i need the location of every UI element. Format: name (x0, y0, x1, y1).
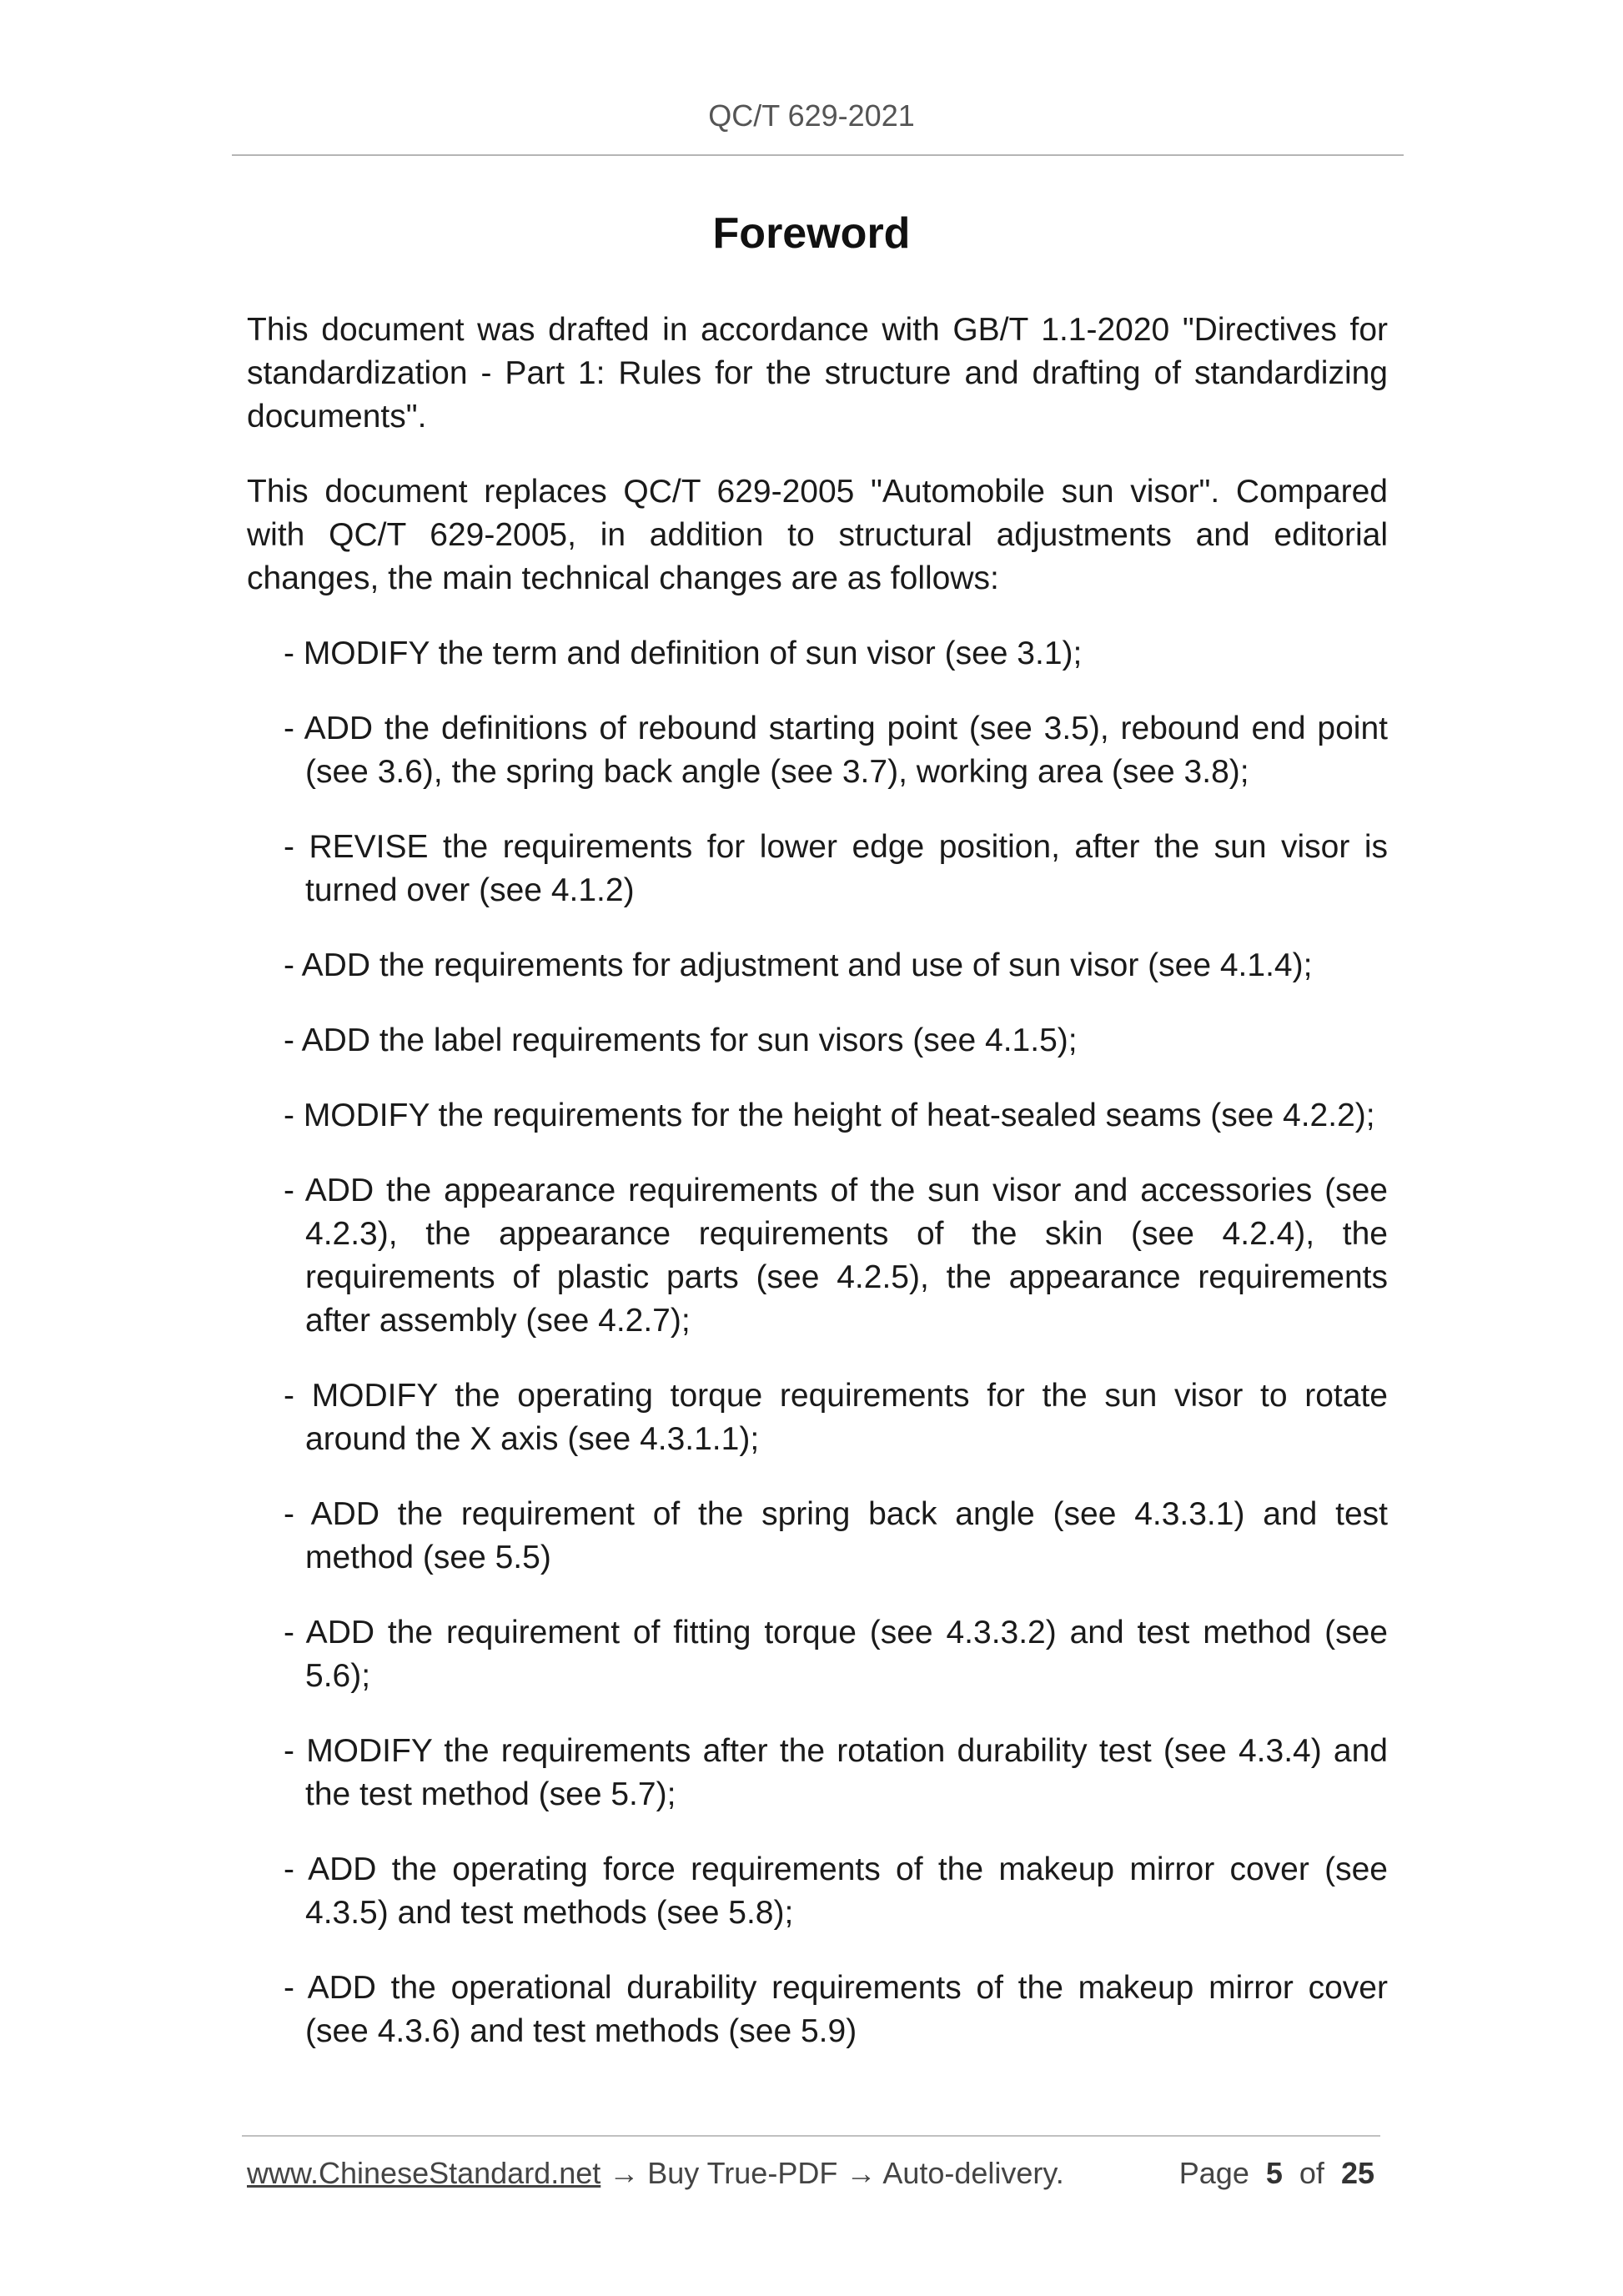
page-of-label: of (1299, 2156, 1324, 2190)
list-item: - ADD the requirement of fitting torque (see 4.3.3.2) and test method (see 5.6); (284, 1615, 1388, 1694)
technical-changes-list (247, 632, 1388, 2053)
foreword-body (247, 309, 1388, 2085)
list-item: - ADD the requirements for adjustment and use of sun visor (see 4.1.4); (284, 947, 1313, 983)
document-id-header: QC/T 629-2021 (708, 98, 915, 133)
list-item: - ADD the operating force requirements of the makeup mirror cover (see 4.3.5) and test methods (see 5.8); (284, 1851, 1388, 1931)
page-label: Page (1178, 2156, 1249, 2190)
website-link[interactable]: www.ChineseStandard.net (247, 2156, 601, 2190)
footer-promo (247, 2156, 1064, 2191)
total-pages: 25 (1340, 2156, 1374, 2190)
current-page: 5 (1265, 2156, 1283, 2190)
replacement-paragraph: This document replaces QC/T 629-2005 "Automobile sun visor". Compared with QC/T 629-2005, in addition to structural adjustments and editorial changes, the main technical changes are as follows: (247, 474, 1388, 596)
list-item: - ADD the label requirements for sun visors (see 4.1.5); (284, 1022, 1078, 1058)
header-divider (232, 154, 1404, 156)
list-item: - ADD the operational durability requirements of the makeup mirror cover (see 4.3.6) and test methods (see 5.9) (284, 1970, 1388, 2049)
list-item: - ADD the requirement of the spring back angle (see 4.3.3.1) and test method (see 5.5) (284, 1496, 1388, 1575)
footer-divider (242, 2135, 1380, 2137)
intro-paragraph: This document was drafted in accordance with GB/T 1.1-2020 "Directives for standardization - Part 1: Rules for the structure and drafting of standardizing documents". (247, 312, 1388, 435)
list-item: - ADD the definitions of rebound starting point (see 3.5), rebound end point (see 3.6), the spring back angle (see 3.7), working area (see 3.8); (284, 711, 1388, 790)
page-footer (247, 2156, 1374, 2191)
list-item: - MODIFY the requirements after the rotation durability test (see 4.3.4) and the test method (see 5.7); (284, 1733, 1388, 1812)
list-item: - REVISE the requirements for lower edge position, after the sun visor is turned over (see 4.1.2) (284, 829, 1388, 908)
footer-tagline: → Buy True-PDF → Auto-delivery. (600, 2156, 1064, 2190)
list-item: - MODIFY the operating torque requirements for the sun visor to rotate around the X axis (see 4.3.1.1); (284, 1378, 1388, 1457)
page-number (1179, 2156, 1374, 2191)
list-item: - MODIFY the requirements for the height of heat-sealed seams (see 4.2.2); (284, 1098, 1375, 1133)
page-title: Foreword (712, 209, 911, 258)
list-item: - MODIFY the term and definition of sun visor (see 3.1); (284, 636, 1083, 671)
list-item: - ADD the appearance requirements of the sun visor and accessories (see 4.2.3), the appearance requirements of the skin (see 4.2.4), the requirements of plastic parts (see 4.2.5), the appearance requirements after assembly (see 4.2.7); (284, 1173, 1388, 1339)
